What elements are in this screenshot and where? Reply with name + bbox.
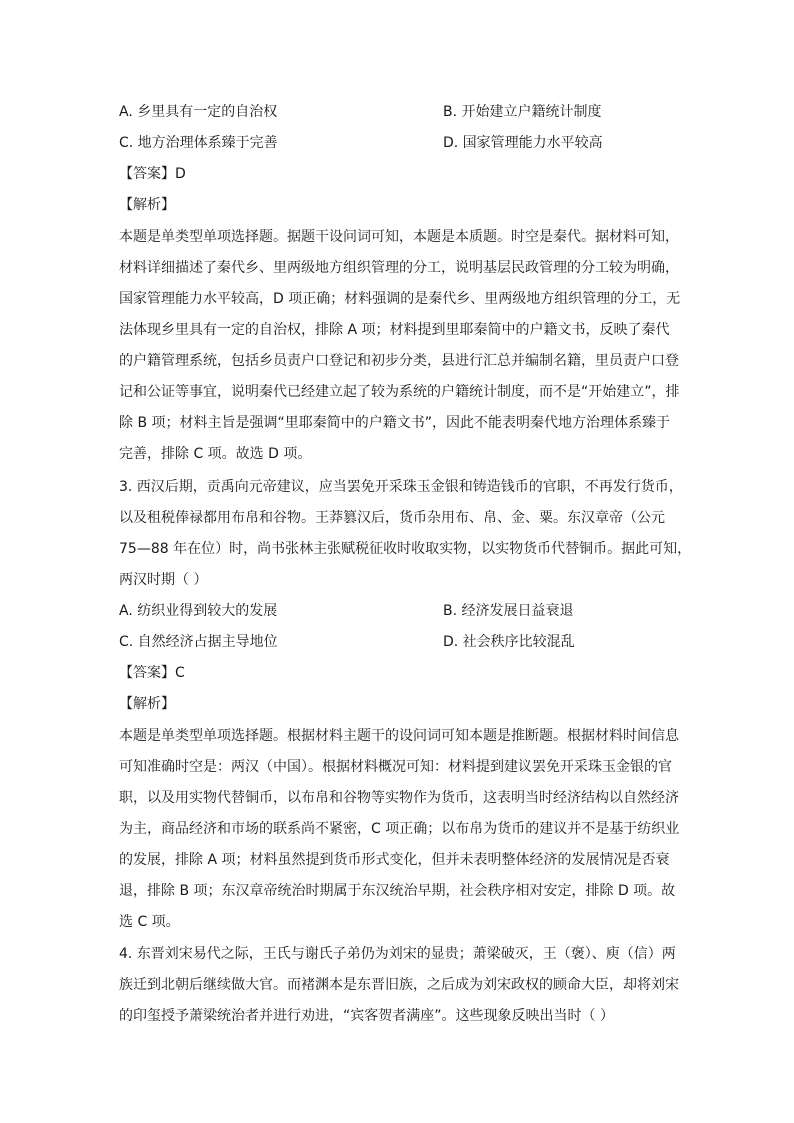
q3-answer: 【答案】C [119, 665, 185, 681]
q3-stem-line: 3. 西汉后期，贡禹向元帝建议，应当罢免开采珠玉金银和铸造钱币的官职，不再发行货币， [119, 479, 683, 495]
q3-option-a: A. 纺织业得到较大的发展 [119, 603, 278, 619]
q3-analysis-line: 的发展，排除 A 项；材料虽然提到货币形式变化，但并未表明整体经济的发展情况是否衰 [119, 852, 670, 868]
q3-analysis-line: 退，排除 B 项；东汉章帝统治时期属于东汉统治早期，社会秩序相对安定，排除 D 项。故 [119, 883, 676, 899]
q2-analysis-line: 本题是单类型单项选择题。据题干设问词可知，本题是本质题。时空是秦代。据材料可知， [119, 229, 679, 245]
q2-option-d: D. 国家管理能力水平较高 [443, 135, 603, 151]
q3-stem-line: 两汉时期（ ） [119, 572, 208, 588]
q2-analysis-label: 【解析】 [119, 197, 175, 213]
q2-option-a: A. 乡里具有一定的自治权 [119, 104, 278, 120]
q3-stem-line: 75—88 年在位）时，尚书张林主张赋税征收时收取实物，以实物货币代替铜币。据此可知， [119, 541, 692, 557]
q2-analysis-line: 材料详细描述了秦代乡、里两级地方组织管理的分工，说明基层民政管理的分工较为明确， [119, 260, 679, 276]
q2-option-b: B. 开始建立户籍统计制度 [443, 104, 602, 120]
q2-analysis-line: 国家管理能力水平较高，D 项正确；材料强调的是秦代乡、里两级地方组织管理的分工，无 [119, 291, 681, 307]
q2-analysis-line: 的户籍管理系统，包括乡员责户口登记和初步分类，县进行汇总并编制名籍，里员责户口登 [119, 353, 679, 369]
q3-option-d: D. 社会秩序比较混乱 [443, 634, 575, 650]
q3-option-b: B. 经济发展日益衰退 [443, 603, 574, 619]
q3-analysis-label: 【解析】 [119, 696, 175, 712]
q2-analysis-line: 除 B 项；材料主旨是强调“里耶秦简中的户籍文书”，因此不能表明秦代地方治理体系臻于 [119, 415, 671, 431]
q4-stem-line: 4. 东晋刘宋易代之际，王氏与谢氏子弟仍为刘宋的显贵；萧梁破灭，王（褒）、庾（信）两 [119, 946, 676, 962]
q3-stem-line: 以及租税俸禄都用布帛和谷物。王莽篡汉后，货币杂用布、帛、金、粟。东汉章帝（公元 [119, 510, 665, 526]
q2-analysis-line: 法体现乡里具有一定的自治权，排除 A 项；材料提到里耶秦简中的户籍文书，反映了秦代 [119, 322, 670, 338]
q3-option-c: C. 自然经济占据主导地位 [119, 634, 278, 650]
q3-analysis-line: 本题是单类型单项选择题。根据材料主题干的设问词可知本题是推断题。根据材料时间信息 [119, 728, 679, 744]
q4-stem-line: 族迁到北朝后继续做大官。而褚渊本是东晋旧族，之后成为刘宋政权的顾命大臣，却将刘宋 [119, 977, 679, 993]
q3-analysis-line: 选 C 项。 [119, 914, 180, 930]
q2-analysis-line: 完善，排除 C 项。故选 D 项。 [119, 446, 312, 462]
q2-answer: 【答案】D [119, 166, 186, 182]
q3-analysis-line: 职，以及用实物代替铜币，以布帛和谷物等实物作为货币，这表明当时经济结构以自然经济 [119, 790, 679, 806]
q3-analysis-line: 为主，商品经济和市场的联系尚不紧密，C 项正确；以布帛为货币的建议并不是基于纺织业 [119, 821, 680, 837]
q2-analysis-line: 记和公证等事宜，说明秦代已经建立起了较为系统的户籍统计制度，而不是“开始建立”，排 [119, 384, 680, 400]
q2-option-c: C. 地方治理体系臻于完善 [119, 135, 278, 151]
q4-stem-line: 的印玺授予萧梁统治者并进行劝进，“宾客贺者满座”。这些现象反映出当时（ ） [119, 1008, 614, 1024]
q3-analysis-line: 可知准确时空是：两汉（中国）。根据材料概况可知：材料提到建议罢免开采珠玉金银的官 [119, 759, 672, 775]
